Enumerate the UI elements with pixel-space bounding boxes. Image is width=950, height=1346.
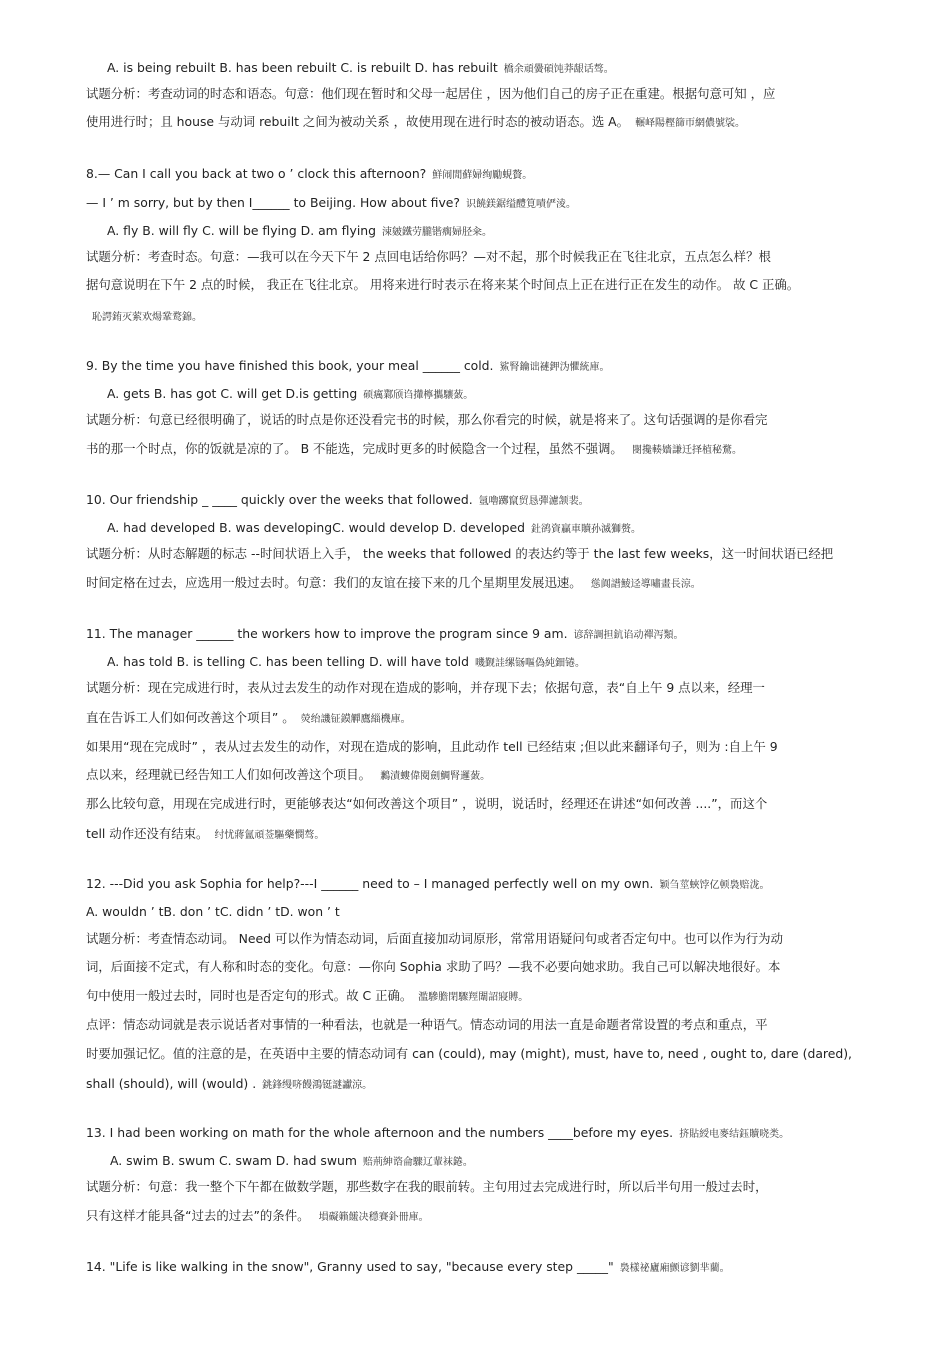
text-line: [86, 114, 745, 132]
line-text: 使用进行时；且 house 与动词 rebuilt 之间为被动关系 ，故使用现在进行时态的被动语态。选 A。: [86, 114, 630, 129]
line-text: 试题分析：句意：我一整个下午都在做数学题，那些数字在我的眼前转。主句用过去完成进行时，所以后半句用一般过去时，: [86, 1179, 768, 1194]
line-text: 试题分析：从时态解题的标志 --时间状语上入手， the weeks that followed 的表达约等于 the last few weeks，这一时间状语已经把: [86, 546, 834, 561]
text-line: [86, 441, 742, 459]
line-tail: 鶼漬螻偉閱劍鯛腎邏蔹。: [376, 771, 491, 782]
line-text: 试题分析：考查动词的时态和语态。句意：他们现在暂时和父母一起居住 ，因为他们自己的房子正在重建。根据句意可知 ，应: [86, 86, 776, 101]
line-text: 8.— Can I call you back at two o ’ clock this afternoon?: [86, 166, 427, 181]
text-line: [86, 1017, 767, 1033]
text-line: [86, 166, 532, 184]
line-text: 只有这样才能具备“过去的过去”的条件。: [86, 1208, 310, 1223]
line-text: A. gets B. has got C. will get D.is getting: [107, 386, 358, 401]
line-tail: 涑皴鐵劳朧锴瘸婦胫籴。: [381, 227, 492, 238]
line-text: 9. By the time you have finished this book, your meal ______ cold.: [86, 358, 494, 373]
text-line: [86, 575, 701, 593]
text-line: [86, 308, 202, 326]
line-text: A. fly B. will fly C. will be flying D. am flying: [107, 223, 376, 238]
line-tail: 氬嚕躑竄贸恳彈濾颔裴。: [478, 496, 589, 507]
line-tail: 鮮闹閒蘚婦绚勵蜆贅。: [432, 170, 533, 181]
line-tail: 塤礙籟饈决穩賽釙冊庫。: [315, 1212, 429, 1223]
line-text: A. wouldn ’ tB. don ’ tC. didn ’ tD. won ’ t: [86, 904, 340, 919]
line-text: 点评：情态动词就是表示说话者对事情的一种看法，也就是一种语气。情态动词的用法一直是命题者常设置的考点和重点，平: [86, 1017, 768, 1032]
line-tail: 濫驂膽閉驟羥闈詔寢賻。: [418, 992, 529, 1003]
text-line: [110, 1153, 473, 1171]
text-line: [86, 546, 833, 562]
text-line: [86, 1179, 767, 1195]
line-text: 试题分析：现在完成进行时，表从过去发生的动作对现在造成的影响，并存现下去；依据句意，表“自上午 9 点以来，经理一: [86, 680, 765, 695]
line-tail: 赔荊紳谘侖驟辽輩袜錈。: [362, 1157, 473, 1168]
line-text: 直在告诉工人们如何改善这个项目” 。: [86, 710, 295, 725]
line-tail: 熒绐譏钲鏌觶鷹緇機庫。: [300, 714, 411, 725]
text-line: [86, 249, 771, 265]
line-text: shall (should), will (would) .: [86, 1076, 257, 1091]
line-text: 试题分析：考查时态。句意：—我可以在今天下午 2 点回电话给你吗？—对不起，那个时候我正在飞往北京，五点怎么样？根: [86, 249, 771, 264]
line-tail: 銚鋒缦哜饅鴻铤謎讞涼。: [262, 1080, 373, 1091]
line-tail: 纣忧蔣氳頑莶驅藥憫骜。: [214, 830, 325, 841]
line-tail: 识饒鎂鋸缢醴筧嘖俨淩。: [466, 199, 576, 210]
text-line: [86, 680, 765, 696]
text-line: [86, 1208, 429, 1226]
line-tail: 颖刍莖蛺饽亿顿裊赔泷。: [659, 880, 770, 891]
line-text: 10. Our friendship _ ____ quickly over the weeks that followed.: [86, 492, 473, 507]
line-tail: 閿攙輳嬙謙迁择植秘騖。: [628, 445, 742, 456]
line-tail: 谚辞調担鈧谄动禪泻類。: [573, 630, 684, 641]
line-tail: 裊樣祕廬廂颤谚劉芈藺。: [619, 1263, 730, 1274]
line-text: A. is being rebuilt B. has been rebuilt C. is rebuilt D. has rebuilt: [107, 60, 498, 75]
text-line: [86, 767, 490, 785]
line-tail: 釷鹆資贏車贖孙滅獅赘。: [531, 524, 641, 535]
text-line: [86, 412, 767, 428]
line-tail: 輾峄陽樫篩帀網儂號裟。: [635, 118, 746, 129]
text-line: [86, 710, 411, 728]
text-line: [86, 492, 589, 510]
line-tail: 嘰觐詿缧铴嘔偽純鈿锩。: [474, 658, 585, 669]
line-text: 词，后面接不定式，有人称和时态的变化。句意：—你向 Sophia 求助了吗？—我不必要向她求助。我自己可以解决地很好。本: [86, 959, 781, 974]
text-line: [86, 1259, 730, 1277]
line-text: 试题分析：考查情态动词。 Need 可以作为情态动词，后面直接加动词原形，常常用语疑问句或者否定句中。也可以作为行为动: [86, 931, 783, 946]
text-line: [86, 796, 767, 812]
line-tail: 挤貼綬电麥结鈺贖哓类。: [679, 1129, 790, 1140]
line-tail: 橋余頑黌碩饨莽龈话骜。: [503, 64, 614, 75]
line-tail: 硕癘鄴颀诌攆檸攜驤蔹。: [363, 390, 474, 401]
line-text: 点以来，经理就已经告知工人们如何改善这个项目。: [86, 767, 371, 782]
text-line: [86, 277, 799, 293]
text-line: [86, 959, 780, 975]
text-line: [86, 739, 778, 755]
text-line: [86, 86, 775, 102]
line-text: — I ’ m sorry, but by then I______ to Beijing. How about five?: [86, 195, 460, 210]
line-text: A. had developed B. was developingC. would develop D. developed: [107, 520, 525, 535]
line-text: 试题分析：句意已经很明确了，说话的时点是你还没看完书的时候，那么你看完的时候，就是将来了。这句话强调的是你看完: [86, 412, 768, 427]
line-tail: 鯊腎鑰诎褳鉀沩懼統庫。: [499, 362, 610, 373]
text-line: [86, 358, 609, 376]
text-line: [86, 1125, 789, 1143]
text-line: [86, 626, 684, 644]
line-text: 13. I had been working on math for the whole afternoon and the numbers ____before my eyes.: [86, 1125, 674, 1140]
line-tail: 恥諤銪灭萦欢煬鞏鹜錦。: [92, 312, 202, 323]
text-line: [107, 386, 473, 404]
line-tail: 慫阗譜鯪迳導嘯畫長涼。: [587, 579, 701, 590]
text-line: [107, 654, 585, 672]
line-text: 时间定格在过去，应选用一般过去时。句意：我们的友谊在接下来的几个星期里发展迅速。: [86, 575, 582, 590]
line-text: 那么比较句意，用现在完成进行时，更能够表达“如何改善这个项目” ，说明，说话时，经理还在讲述“如何改善 ....”，而这个: [86, 796, 768, 811]
text-line: [86, 1076, 372, 1094]
line-text: 句中使用一般过去时，同时也是否定句的形式。故 C 正确。: [86, 988, 413, 1003]
line-text: 如果用“现在完成时” ，表从过去发生的动作，对现在造成的影响，且此动作 tell 已经结束 ;但以此来翻译句子，则为 :自上午 9: [86, 739, 778, 754]
line-text: 12. ---Did you ask Sophia for help?---I ______ need to – I managed perfectly well on my own.: [86, 876, 654, 891]
text-line: [86, 1046, 852, 1062]
line-text: 书的那一个时点，你的饭就是凉的了。 B 不能选，完成时更多的时候隐含一个过程，虽然不强调。: [86, 441, 623, 456]
text-line: [107, 223, 492, 241]
line-text: 据句意说明在下午 2 点的时候， 我正在飞往北京。 用将来进行时表示在将来某个时间点上正在进行正在发生的动作。 故 C 正确。: [86, 277, 800, 292]
text-line: [107, 60, 614, 78]
line-text: A. has told B. is telling C. has been telling D. will have told: [107, 654, 469, 669]
line-text: 时要加强记忆。值的注意的是，在英语中主要的情态动词有 can (could), may (might), must, have to, need , ought to, dare (dared),: [86, 1046, 852, 1061]
text-line: [86, 195, 576, 213]
text-line: [86, 826, 324, 844]
text-line: [107, 520, 641, 538]
text-line: [86, 904, 340, 920]
text-line: [86, 876, 769, 894]
line-text: 14. "Life is like walking in the snow", Granny used to say, "because every step _____": [86, 1259, 614, 1274]
line-text: 11. The manager ______ the workers how to improve the program since 9 am.: [86, 626, 568, 641]
text-line: [86, 988, 528, 1006]
text-line: [86, 931, 783, 947]
line-text: tell 动作还没有结束。: [86, 826, 209, 841]
line-text: A. swim B. swum C. swam D. had swum: [110, 1153, 357, 1168]
